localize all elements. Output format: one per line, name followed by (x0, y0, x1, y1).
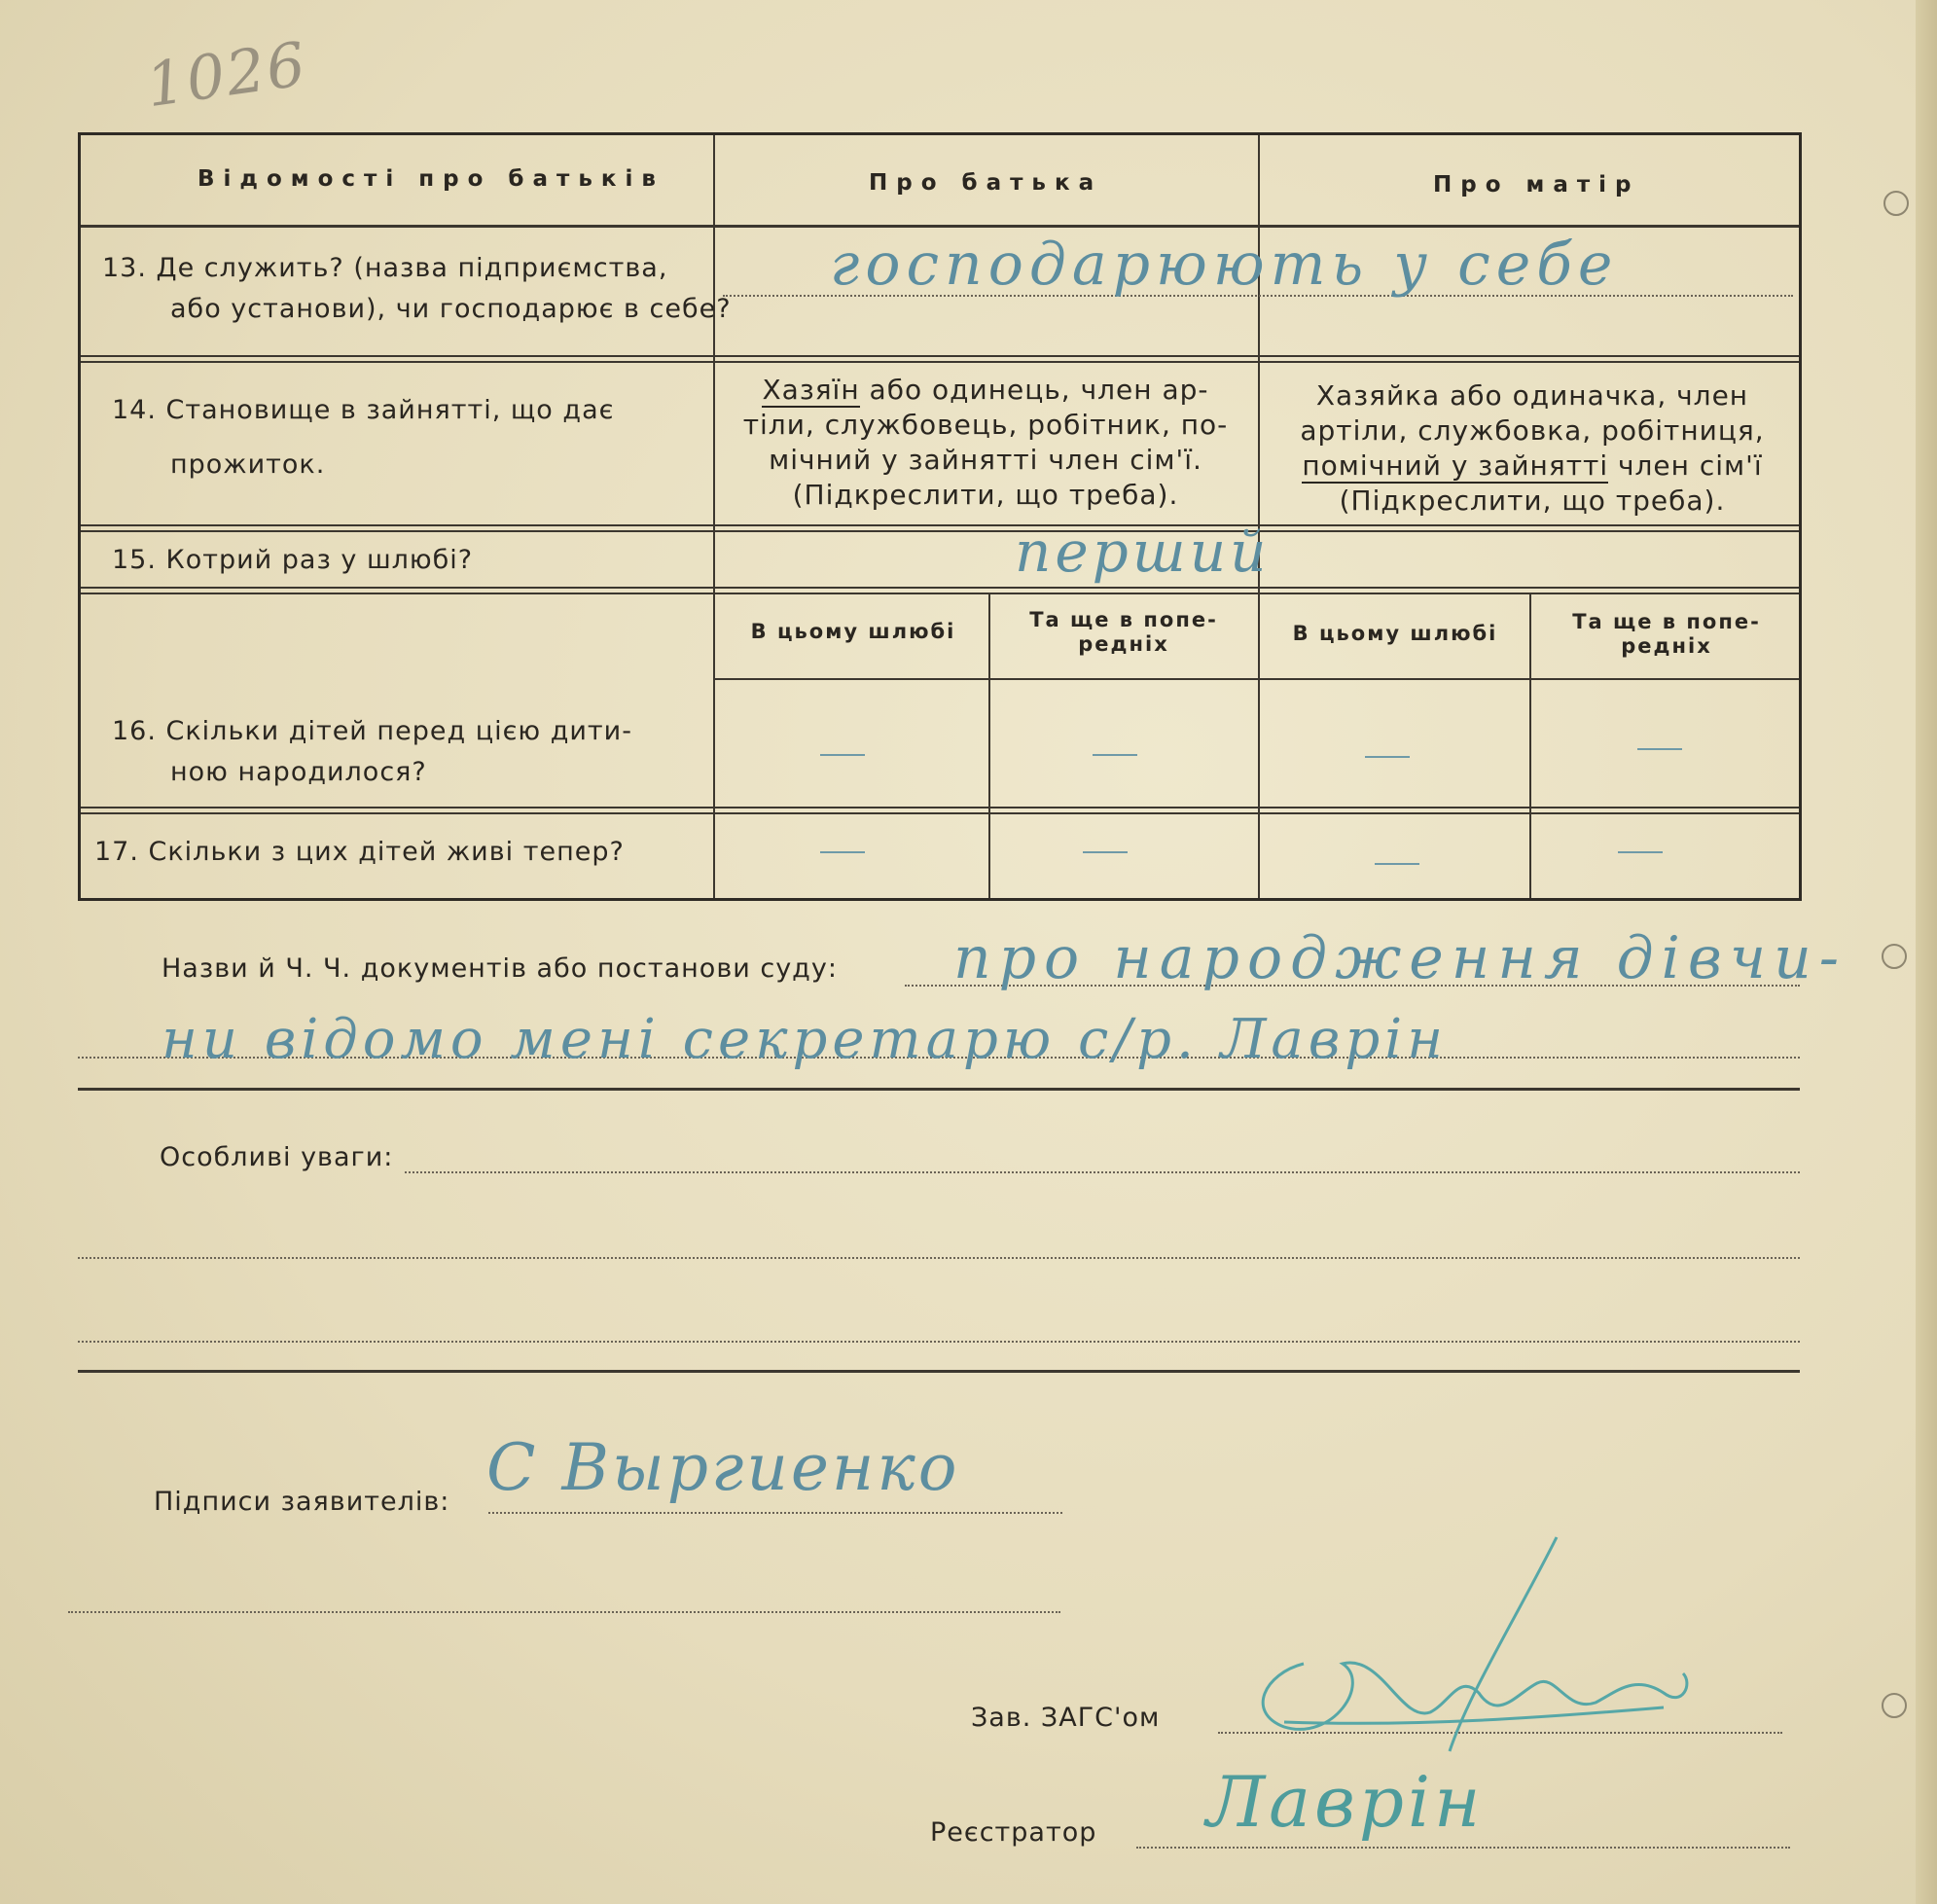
remarks-label: Особливі уваги: (160, 1142, 394, 1172)
head-zags-label: Зав. ЗАГС'ом (971, 1703, 1161, 1733)
father-status-underlined: Хазяїн (762, 374, 860, 406)
subheader-mother-this-marriage: В цьому шлюбі (1292, 622, 1498, 645)
header-father: Про батька (869, 170, 1103, 196)
row17-label: 17. Скільки з цих дітей живі тепер? (94, 837, 625, 867)
row14-mother-options: Хазяйка або одиначка, член артіли, службовка, робітниця, помічний у зайнятті член сім'ї (Підкреслити, що треба). (1300, 379, 1765, 517)
row14-label-line2: прожиток. (170, 449, 326, 480)
subheader-mother-previous: Та ще в попе- редніх (1572, 610, 1761, 658)
row17-dash (1375, 863, 1419, 865)
row16-dash (1365, 756, 1410, 758)
row16-label-line1: 16. Скільки дітей перед цією дити- (112, 716, 632, 746)
head-signature (1226, 1527, 1732, 1761)
documents-label: Назви й Ч. Ч. документів або постанови суду: (161, 953, 838, 984)
binding-hole (1882, 1693, 1907, 1718)
row14-father-options: Хазяїн або одинець, член ар- тіли, службовець, робітник, по- мічний у зайнятті член сім'ї. (Підкреслити, що треба). (742, 374, 1229, 511)
subheader-father-previous: Та ще в попе- редніх (1029, 608, 1218, 656)
registrar-label: Реєстратор (930, 1817, 1097, 1848)
row17-dash (1618, 851, 1663, 853)
header-mother: Про матір (1433, 172, 1640, 198)
row17-dash (820, 851, 865, 853)
header-parents-info: Відомості про батьків (197, 166, 664, 192)
row13-handwritten-answer: господарюють у себе (830, 231, 1619, 299)
row16-dash (820, 754, 865, 756)
binding-hole (1882, 944, 1907, 969)
row16-dash (1637, 748, 1682, 750)
row14-label-line1: 14. Становище в зайнятті, що дає (112, 395, 615, 425)
applicants-signature-label: Підписи заявителів: (154, 1487, 450, 1517)
row15-label: 15. Котрий раз у шлюбі? (112, 545, 474, 575)
registrar-signature: Лаврін (1206, 1761, 1485, 1843)
row13-label-line1: 13. Де служить? (назва підприємства, (102, 253, 668, 283)
applicant-signature: С Выргиенко (486, 1430, 960, 1505)
archive-number: 1026 (141, 27, 312, 122)
documents-handwritten-line1: про народження дівчи- (953, 924, 1847, 992)
row17-dash (1083, 851, 1128, 853)
binding-hole (1883, 191, 1909, 216)
documents-handwritten-line2: ни відомо мені секретарю с/р. Лаврін (161, 1008, 1448, 1071)
row16-dash (1093, 754, 1137, 756)
row13-label-line2: або установи), чи господарює в себе? (170, 294, 732, 324)
row16-label-line2: ною народилося? (170, 757, 427, 787)
paper-edge (1916, 0, 1937, 1904)
row15-handwritten-answer: перший (1015, 519, 1271, 585)
mother-status-underlined: помічний у зайнятті (1302, 449, 1609, 482)
parents-info-table (78, 132, 1802, 901)
subheader-father-this-marriage: В цьому шлюбі (750, 620, 956, 643)
